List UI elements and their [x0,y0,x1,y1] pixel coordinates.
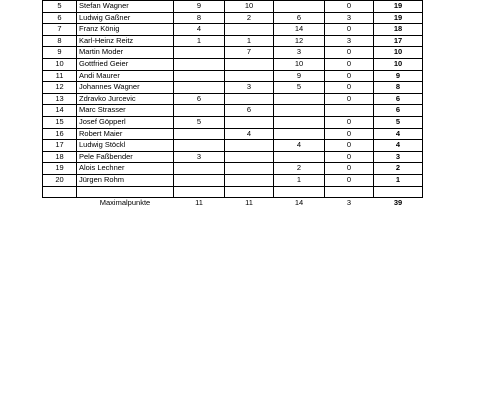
table-row [43,128,423,140]
points-cell-3: 14 [274,24,325,36]
max-points-4: 3 [346,197,352,207]
max-points-label: Maximalpunkte [99,197,151,207]
points-cell-1 [174,58,225,70]
total-cell: 1 [374,174,423,186]
name-cell: Marc Strasser [77,105,174,117]
points-cell-1: 6 [174,93,225,105]
ranking-table [42,0,423,208]
points-cell-3 [274,105,325,117]
points-cell-2: 2 [225,12,274,24]
points-cell-1: 3 [174,151,225,163]
rank-cell: 20 [43,174,77,186]
table-row [43,47,423,59]
points-cell-4: 0 [325,1,374,13]
points-cell-2: 10 [225,1,274,13]
total-cell: 2 [374,163,423,175]
points-cell-4: 0 [325,82,374,94]
empty-cell [77,186,174,197]
points-cell-4: 0 [325,70,374,82]
table-row [43,35,423,47]
table-row [43,12,423,24]
ranking-rows [43,1,423,209]
max-points-3: 14 [294,197,304,207]
table-row [43,105,423,117]
points-cell-1: 8 [174,12,225,24]
points-cell-4: 0 [325,174,374,186]
points-cell-3: 2 [274,163,325,175]
points-cell-1: 9 [174,1,225,13]
name-cell: Johannes Wagner [77,82,174,94]
table-row [43,151,423,163]
name-cell: Franz König [77,24,174,36]
name-cell: Stefan Wagner [77,1,174,13]
empty-cell [374,186,423,197]
rank-cell: 16 [43,128,77,140]
rank-cell: 9 [43,47,77,59]
name-cell: Zdravko Jurcevic [77,93,174,105]
total-cell: 4 [374,128,423,140]
rank-cell: 15 [43,116,77,128]
table-row [43,174,423,186]
points-cell-4: 0 [325,140,374,152]
total-cell: 6 [374,105,423,117]
name-cell: Pele Faßbender [77,151,174,163]
total-cell: 17 [374,35,423,47]
footer-spacer [43,197,77,208]
points-cell-3: 3 [274,47,325,59]
points-cell-4: 3 [325,12,374,24]
points-cell-2: 3 [225,82,274,94]
name-cell: Martin Moder [77,47,174,59]
points-cell-1 [174,140,225,152]
table-row [43,24,423,36]
points-cell-1 [174,47,225,59]
rank-cell: 14 [43,105,77,117]
table-row [43,116,423,128]
points-cell-4: 0 [325,58,374,70]
total-cell: 8 [374,82,423,94]
rank-cell: 12 [43,82,77,94]
max-points-row [43,197,423,208]
points-cell-4: 0 [325,93,374,105]
table-row [43,140,423,152]
name-cell: Alois Lechner [77,163,174,175]
max-points-2: 11 [245,197,253,207]
total-cell: 6 [374,93,423,105]
points-cell-3: 5 [274,82,325,94]
rank-cell: 17 [43,140,77,152]
points-cell-3 [274,93,325,105]
name-cell: Josef Göpperl [77,116,174,128]
points-cell-2: 1 [225,35,274,47]
points-cell-1: 4 [174,24,225,36]
table-row [43,82,423,94]
table-row [43,163,423,175]
points-cell-2: 4 [225,128,274,140]
points-cell-2 [225,58,274,70]
rank-cell: 8 [43,35,77,47]
empty-cell [43,186,77,197]
points-cell-2 [225,24,274,36]
points-cell-2 [225,93,274,105]
points-cell-4 [325,105,374,117]
table-row [43,93,423,105]
points-cell-2 [225,140,274,152]
empty-cell [325,186,374,197]
name-cell: Andi Maurer [77,70,174,82]
table-row [43,70,423,82]
points-cell-1 [174,70,225,82]
points-cell-3: 6 [274,12,325,24]
rank-cell: 6 [43,12,77,24]
points-cell-1: 1 [174,35,225,47]
rank-cell: 7 [43,24,77,36]
rank-cell: 5 [43,1,77,13]
empty-cell [225,186,274,197]
total-cell: 10 [374,58,423,70]
points-cell-2 [225,174,274,186]
points-cell-3: 9 [274,70,325,82]
max-points-total: 39 [393,197,403,207]
points-cell-3: 1 [274,174,325,186]
points-cell-2: 6 [225,105,274,117]
total-cell: 3 [374,151,423,163]
points-cell-1 [174,128,225,140]
points-cell-4: 0 [325,151,374,163]
points-cell-4: 0 [325,116,374,128]
points-cell-3: 10 [274,58,325,70]
total-cell: 9 [374,70,423,82]
points-cell-2 [225,116,274,128]
points-cell-4: 0 [325,47,374,59]
points-cell-4: 0 [325,163,374,175]
total-cell: 19 [374,1,423,13]
points-cell-3 [274,116,325,128]
name-cell: Gottfried Geier [77,58,174,70]
total-cell: 19 [374,12,423,24]
points-cell-2 [225,70,274,82]
name-cell: Robert Maier [77,128,174,140]
total-cell: 18 [374,24,423,36]
rank-cell: 19 [43,163,77,175]
points-cell-4: 0 [325,128,374,140]
table-row [43,58,423,70]
total-cell: 4 [374,140,423,152]
points-cell-3 [274,128,325,140]
name-cell: Ludwig Stöckl [77,140,174,152]
rank-cell: 11 [43,70,77,82]
points-cell-2 [225,151,274,163]
empty-cell [274,186,325,197]
max-points-1: 11 [195,197,203,207]
points-cell-1 [174,105,225,117]
points-cell-1: 5 [174,116,225,128]
points-cell-3: 4 [274,140,325,152]
blank-row [43,186,423,197]
rank-cell: 18 [43,151,77,163]
points-cell-4: 0 [325,24,374,36]
points-cell-2 [225,163,274,175]
empty-cell [174,186,225,197]
points-cell-1 [174,174,225,186]
total-cell: 5 [374,116,423,128]
points-cell-2: 7 [225,47,274,59]
points-cell-1 [174,82,225,94]
points-cell-3 [274,151,325,163]
rank-cell: 10 [43,58,77,70]
total-cell: 10 [374,47,423,59]
rank-cell: 13 [43,93,77,105]
points-cell-3: 12 [274,35,325,47]
table-row [43,1,423,13]
name-cell: Karl-Heinz Reitz [77,35,174,47]
name-cell: Ludwig Gaßner [77,12,174,24]
points-cell-3 [274,1,325,13]
points-cell-4: 3 [325,35,374,47]
points-cell-1 [174,163,225,175]
name-cell: Jürgen Rohm [77,174,174,186]
